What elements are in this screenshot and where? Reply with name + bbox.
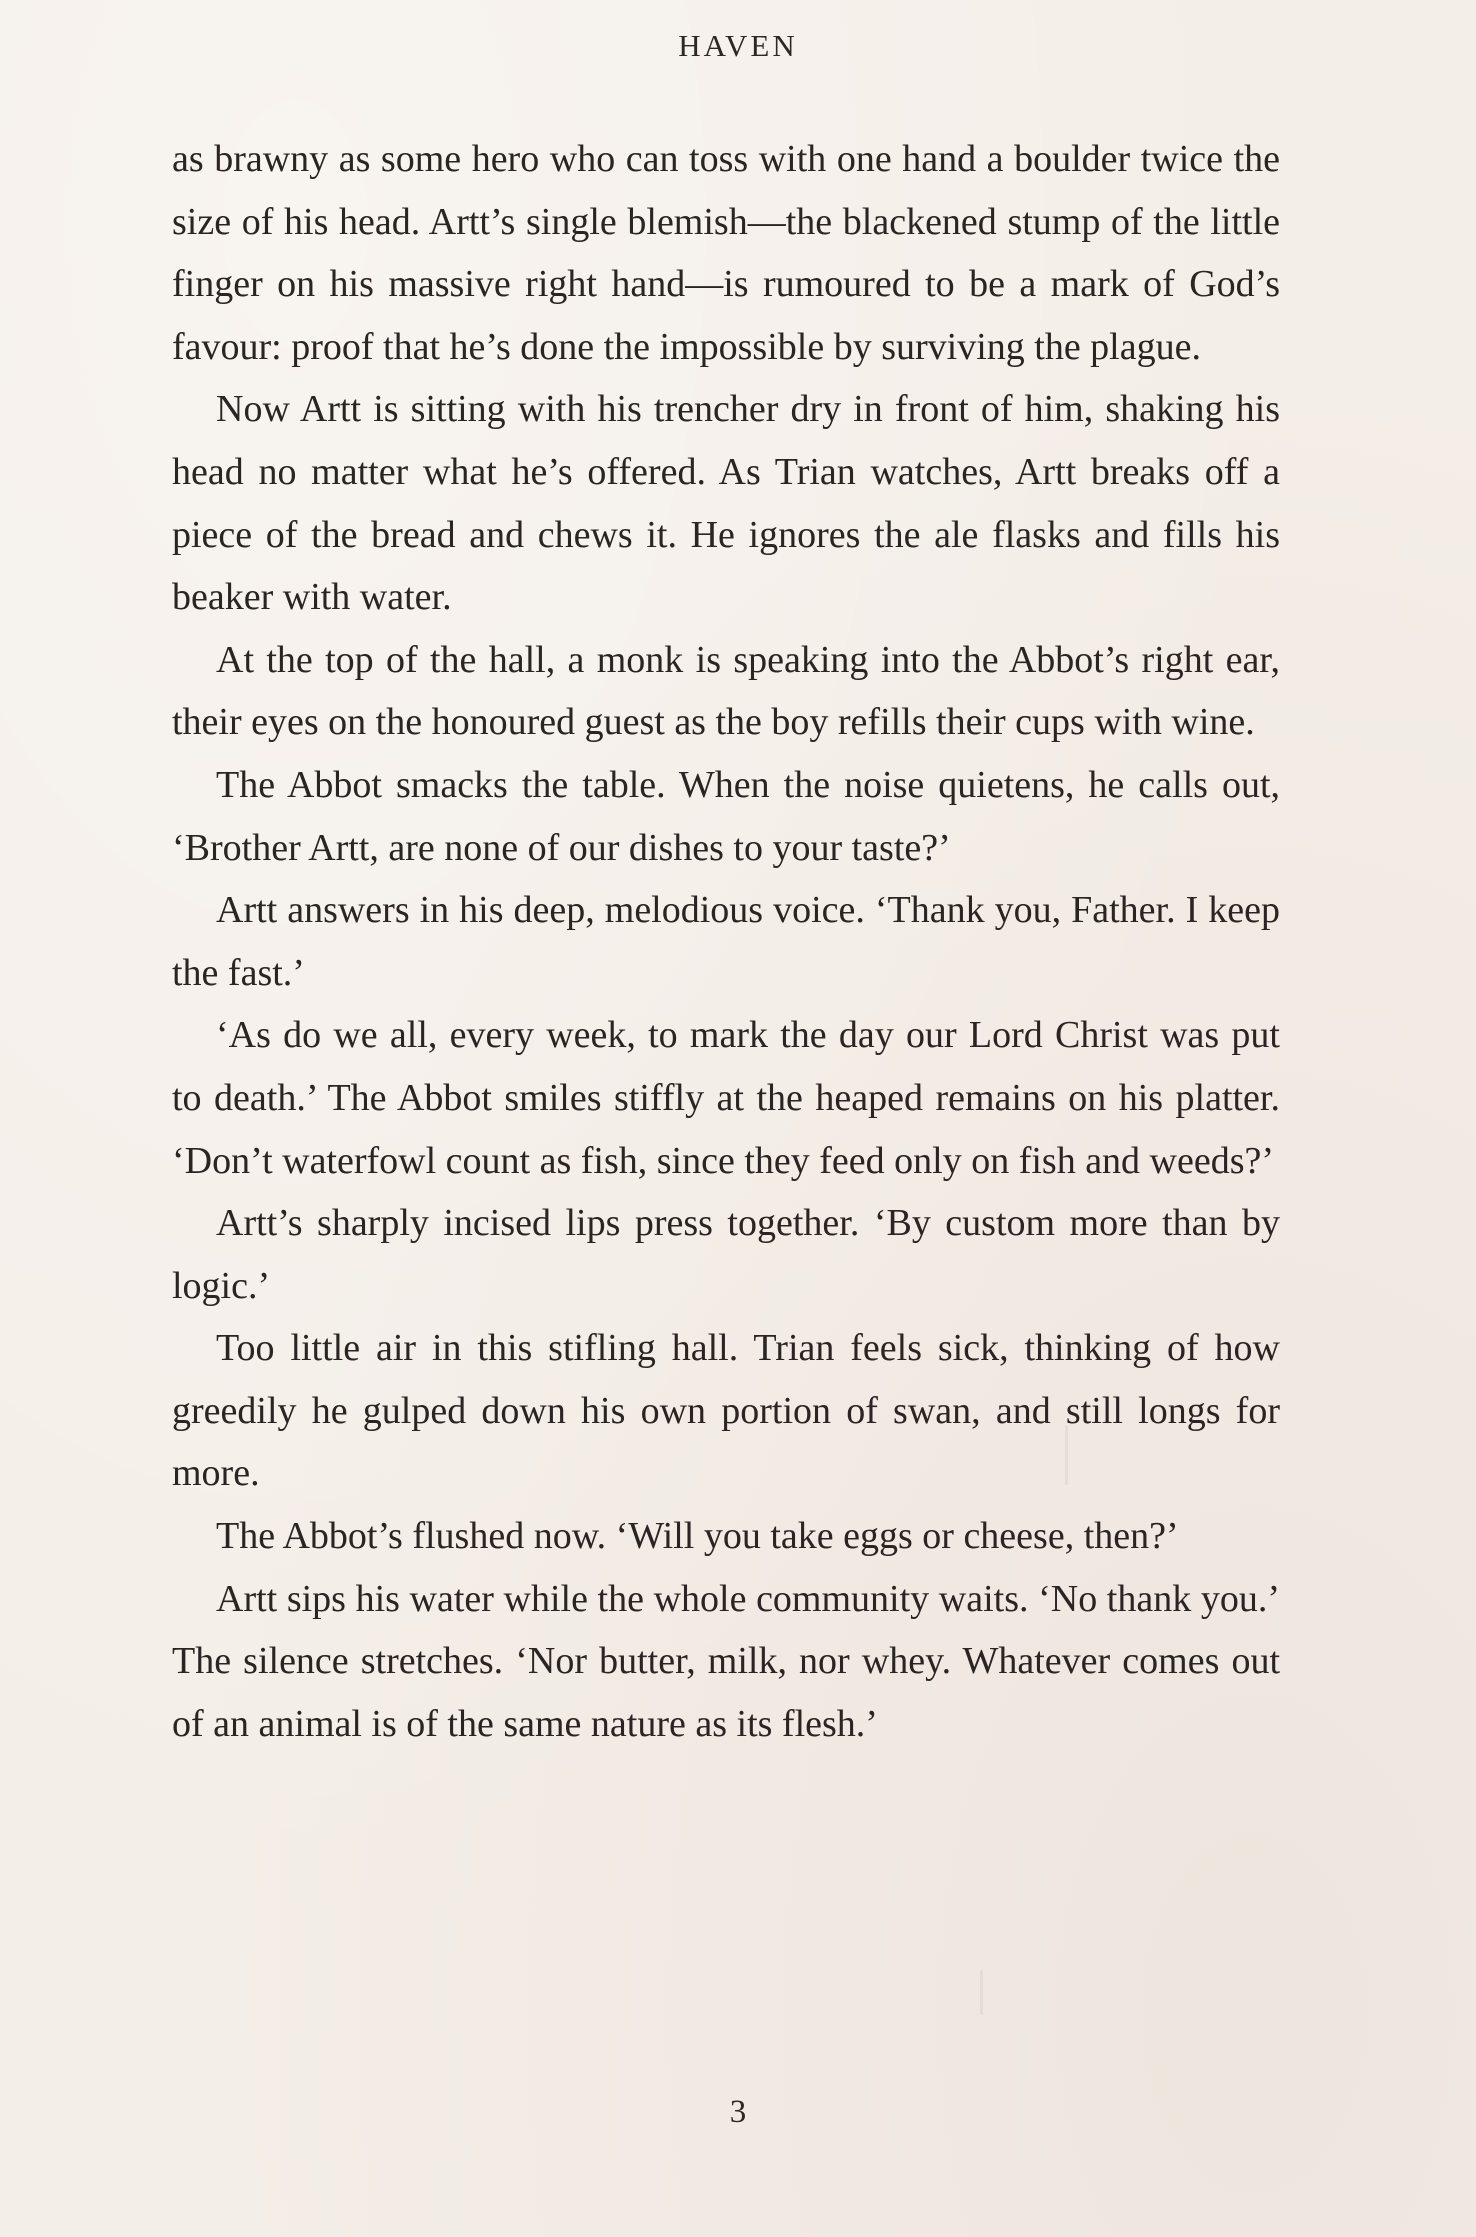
running-head: HAVEN xyxy=(678,28,798,63)
paragraph: as brawny as some hero who can toss with one hand a boulder twice the size of his head. Artt’s single blemish—the blackened stump of the little finger on his massive right hand—is rumoured to be a mark of God’s favour: proof that he’s done the impossible by surviving the plague. xyxy=(172,138,1280,368)
paragraph: Artt sips his water while the whole community waits. ‘No thank you.’ The silence stretches. ‘Nor butter, milk, nor whey. Whatever comes out of an animal is of the same nature as its flesh.’ xyxy=(172,1577,1280,1745)
paragraph: Too little air in this stifling hall. Trian feels sick, thinking of how greedily he gulped down his own portion of swan, and still longs for more. xyxy=(172,1327,1280,1495)
page-number: 3 xyxy=(729,2094,747,2130)
paragraph: At the top of the hall, a monk is speaking into the Abbot’s right ear, their eyes on the honoured guest as the boy refills their cups with wine. xyxy=(172,638,1280,744)
paper-blemish xyxy=(980,1970,983,2015)
paragraph: The Abbot smacks the table. When the noise quietens, he calls out, ‘Brother Artt, are none of our dishes to your taste?’ xyxy=(172,763,1280,869)
paragraph: Now Artt is sitting with his trencher dry in front of him, shaking his head no matter what he’s offered. As Trian watches, Artt breaks off a piece of the bread and chews it. He ignores the ale flasks and fills his beaker with water. xyxy=(172,388,1280,619)
paragraph: Artt’s sharply incised lips press together. ‘By custom more than by logic.’ xyxy=(172,1202,1280,1307)
paragraph: Artt answers in his deep, melodious voice. ‘Thank you, Father. I keep the fast.’ xyxy=(172,889,1280,994)
paragraph: ‘As do we all, every week, to mark the day our Lord Christ was put to death.’ The Abbot smiles stiffly at the heaped remains on his platter. ‘Don’t waterfowl count as fish, since they feed only on fish and weeds?’ xyxy=(172,1014,1280,1182)
body-text xyxy=(172,128,1280,1755)
paragraph: The Abbot’s flushed now. ‘Will you take eggs or cheese, then?’ xyxy=(216,1515,1179,1558)
